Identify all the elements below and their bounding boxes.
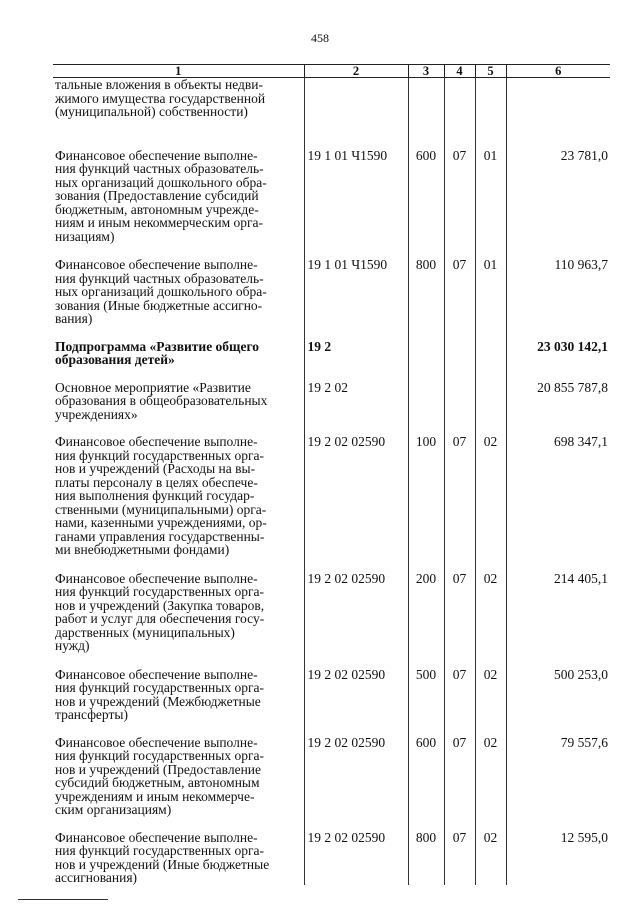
description-line: нов и учреждений (Межбюджетные xyxy=(55,693,261,709)
spacer-cell xyxy=(444,421,475,435)
spacer-cell xyxy=(506,326,610,340)
description-line: Финансовое обеспечение выполне- xyxy=(55,257,258,272)
spacer-cell xyxy=(444,367,475,381)
spacer-cell xyxy=(53,653,304,668)
row-code: 19 2 xyxy=(304,340,408,367)
row-description xyxy=(53,668,304,722)
row-expense-type: 800 xyxy=(408,831,444,885)
row-section xyxy=(444,381,475,422)
row-amount: 698 347,1 xyxy=(506,435,610,557)
spacer-cell xyxy=(475,421,506,435)
description-line: учреждениям и иным некоммерче- xyxy=(55,788,255,804)
row-section: 07 xyxy=(444,258,475,326)
description-line: Финансовое обеспечение выполне- xyxy=(55,734,258,750)
spacer-cell xyxy=(408,367,444,381)
table-row xyxy=(53,78,610,119)
row-amount: 500 253,0 xyxy=(506,668,610,722)
row-section: 07 xyxy=(444,831,475,885)
page-number: 458 xyxy=(311,31,329,45)
description-line: ния функций государственных орга- xyxy=(55,748,264,763)
spacer-cell xyxy=(475,653,506,668)
row-section: 07 xyxy=(444,668,475,722)
row-expense-type: 500 xyxy=(408,668,444,722)
spacer-cell xyxy=(304,119,408,149)
spacer-cell xyxy=(475,557,506,572)
row-subsection: 02 xyxy=(475,831,506,885)
row-subsection xyxy=(475,78,506,119)
spacer-cell xyxy=(506,722,610,736)
spacer-cell xyxy=(304,367,408,381)
spacer-cell xyxy=(444,653,475,668)
description-line: Финансовое обеспечение выполне- xyxy=(55,434,258,449)
row-description xyxy=(53,78,304,119)
row-expense-type: 200 xyxy=(408,572,444,653)
description-line: учреждениях» xyxy=(55,406,138,422)
table-row xyxy=(53,258,610,326)
table-row xyxy=(53,149,610,244)
table-row xyxy=(53,381,610,422)
spacer-cell xyxy=(53,817,304,831)
description-line: нов и учреждений (Предоставление xyxy=(55,761,262,777)
table-row xyxy=(53,340,610,367)
table-row xyxy=(53,435,610,557)
spacer-cell xyxy=(506,421,610,435)
spacer-cell xyxy=(475,817,506,831)
description-line: ским организациям) xyxy=(55,802,172,817)
description-line: ния функций государственных орга- xyxy=(55,447,264,463)
description-line: ния функций частных образователь- xyxy=(55,161,264,176)
description-line: Финансовое обеспечение выполне- xyxy=(55,666,258,682)
footnote-divider xyxy=(18,899,108,900)
description-line: нов и учреждений (Закупка товаров, xyxy=(55,597,265,613)
description-line: нов и учреждений (Иные бюджетные xyxy=(55,856,270,872)
table-row xyxy=(53,831,610,885)
row-section: 07 xyxy=(444,572,475,653)
description-line: нужд) xyxy=(55,638,90,653)
row-description xyxy=(53,572,304,653)
description-line: трансферты) xyxy=(55,707,128,722)
spacer-cell xyxy=(53,326,304,340)
row-description xyxy=(53,340,304,367)
table-body xyxy=(53,78,610,885)
row-spacer xyxy=(53,817,610,831)
spacer-cell xyxy=(475,326,506,340)
row-subsection xyxy=(475,381,506,422)
row-spacer xyxy=(53,722,610,736)
row-expense-type xyxy=(408,340,444,367)
row-code: 19 2 02 02590 xyxy=(304,668,408,722)
description-line: Финансовое обеспечение выполне- xyxy=(55,570,258,586)
spacer-cell xyxy=(408,421,444,435)
spacer-cell xyxy=(444,243,475,258)
description-line: Финансовое обеспечение выполне- xyxy=(55,829,258,845)
spacer-cell xyxy=(408,326,444,340)
spacer-cell xyxy=(304,557,408,572)
header-row xyxy=(53,65,610,78)
spacer-cell xyxy=(53,557,304,572)
spacer-cell xyxy=(408,119,444,149)
row-expense-type xyxy=(408,381,444,422)
row-subsection xyxy=(475,340,506,367)
spacer-cell xyxy=(506,557,610,572)
row-description xyxy=(53,258,304,326)
row-description xyxy=(53,149,304,244)
row-amount: 79 557,6 xyxy=(506,736,610,817)
row-subsection: 01 xyxy=(475,149,506,244)
table-row xyxy=(53,572,610,653)
row-code: 19 1 01 Ч1590 xyxy=(304,258,408,326)
spacer-cell xyxy=(444,119,475,149)
row-code: 19 2 02 xyxy=(304,381,408,422)
spacer-cell xyxy=(506,367,610,381)
row-description xyxy=(53,831,304,885)
row-code: 19 2 02 02590 xyxy=(304,572,408,653)
header-col-6: 6 xyxy=(506,65,610,78)
description-line: нами, казенными учреждениями, ор- xyxy=(55,515,267,530)
spacer-cell xyxy=(475,722,506,736)
header-col-2: 2 xyxy=(304,65,408,78)
description-line: ния выполнения функций государ- xyxy=(55,488,255,503)
description-line: Подпрограмма «Развитие общего xyxy=(55,338,259,354)
spacer-cell xyxy=(408,653,444,668)
description-line: ния функций государственных орга- xyxy=(55,584,264,599)
description-line: низациям) xyxy=(55,228,115,244)
spacer-cell xyxy=(506,653,610,668)
row-amount: 23 030 142,1 xyxy=(506,340,610,367)
description-line: нов и учреждений (Расходы на вы- xyxy=(55,461,256,476)
row-spacer xyxy=(53,243,610,258)
spacer-cell xyxy=(475,243,506,258)
header-col-1: 1 xyxy=(53,65,304,78)
row-code: 19 2 02 02590 xyxy=(304,736,408,817)
row-expense-type xyxy=(408,78,444,119)
row-spacer xyxy=(53,653,610,668)
description-line: образования детей» xyxy=(55,352,175,367)
spacer-cell xyxy=(304,243,408,258)
description-line: работ и услуг для обеспечения госу- xyxy=(55,611,265,626)
spacer-cell xyxy=(444,817,475,831)
spacer-cell xyxy=(304,326,408,340)
description-line: зования (Предоставление субсидий xyxy=(55,188,259,203)
spacer-cell xyxy=(408,243,444,258)
description-line: Финансовое обеспечение выполне- xyxy=(55,147,258,163)
row-amount: 23 781,0 xyxy=(506,149,610,244)
row-spacer xyxy=(53,119,610,149)
row-code: 19 2 02 02590 xyxy=(304,831,408,885)
description-line: ния функций частных образователь- xyxy=(55,270,264,286)
spacer-cell xyxy=(304,817,408,831)
row-amount: 12 595,0 xyxy=(506,831,610,885)
row-section: 07 xyxy=(444,736,475,817)
description-line: зования (Иные бюджетные ассигно- xyxy=(55,297,263,313)
row-description xyxy=(53,435,304,557)
row-description xyxy=(53,736,304,817)
description-line: ния функций государственных орга- xyxy=(55,680,264,695)
row-subsection: 02 xyxy=(475,736,506,817)
row-expense-type: 800 xyxy=(408,258,444,326)
row-code: 19 1 01 Ч1590 xyxy=(304,149,408,244)
description-line: ниям и иным некоммерческим орга- xyxy=(55,215,264,230)
spacer-cell xyxy=(304,653,408,668)
description-line: образования в общеобразовательных xyxy=(55,393,268,408)
row-expense-type: 600 xyxy=(408,149,444,244)
spacer-cell xyxy=(408,722,444,736)
row-amount: 20 855 787,8 xyxy=(506,381,610,422)
description-line: ганами управления государственны- xyxy=(55,528,265,544)
row-spacer xyxy=(53,326,610,340)
spacer-cell xyxy=(408,817,444,831)
spacer-cell xyxy=(506,243,610,258)
spacer-cell xyxy=(53,722,304,736)
description-line: ния функций государственных орга- xyxy=(55,843,264,858)
row-expense-type: 100 xyxy=(408,435,444,557)
row-section: 07 xyxy=(444,149,475,244)
spacer-cell xyxy=(408,557,444,572)
description-line: платы персоналу в целях обеспече- xyxy=(55,474,258,490)
row-spacer xyxy=(53,557,610,572)
description-line: ми внебюджетными фондами) xyxy=(55,542,230,557)
row-amount: 214 405,1 xyxy=(506,572,610,653)
spacer-cell xyxy=(444,557,475,572)
description-line: субсидий бюджетным, автономным xyxy=(55,775,260,790)
row-subsection: 02 xyxy=(475,572,506,653)
description-line: ассигнования) xyxy=(55,870,138,885)
description-line: вания) xyxy=(55,311,93,326)
row-subsection: 02 xyxy=(475,668,506,722)
row-amount: 110 963,7 xyxy=(506,258,610,326)
row-description xyxy=(53,381,304,422)
row-spacer xyxy=(53,421,610,435)
description-line: ных организаций дошкольного обра- xyxy=(55,284,267,299)
row-section xyxy=(444,78,475,119)
spacer-cell xyxy=(506,817,610,831)
spacer-cell xyxy=(304,421,408,435)
table-row xyxy=(53,668,610,722)
spacer-cell xyxy=(475,367,506,381)
description-line: ных организаций дошкольного обра- xyxy=(55,174,267,190)
description-line: дарственных (муниципальных) xyxy=(55,624,235,640)
spacer-cell xyxy=(53,243,304,258)
row-subsection: 01 xyxy=(475,258,506,326)
spacer-cell xyxy=(475,119,506,149)
row-code xyxy=(304,78,408,119)
description-line: жимого имущества государственной xyxy=(55,90,266,106)
spacer-cell xyxy=(506,119,610,149)
row-subsection: 02 xyxy=(475,435,506,557)
description-line: бюджетным, автономным учрежде- xyxy=(55,201,259,217)
header-col-3: 3 xyxy=(408,65,444,78)
row-code: 19 2 02 02590 xyxy=(304,435,408,557)
spacer-cell xyxy=(53,119,304,149)
budget-table xyxy=(53,64,610,885)
spacer-cell xyxy=(444,326,475,340)
spacer-cell xyxy=(304,722,408,736)
description-line: Основное мероприятие «Развитие xyxy=(55,379,251,395)
table-row xyxy=(53,736,610,817)
description-line: тальные вложения в объекты недви- xyxy=(55,77,263,92)
description-line: (муниципальной) собственности) xyxy=(55,104,248,119)
header-col-4: 4 xyxy=(444,65,475,78)
spacer-cell xyxy=(53,421,304,435)
header-col-5: 5 xyxy=(475,65,506,78)
spacer-cell xyxy=(444,722,475,736)
row-expense-type: 600 xyxy=(408,736,444,817)
row-section: 07 xyxy=(444,435,475,557)
row-amount xyxy=(506,78,610,119)
spacer-cell xyxy=(53,367,304,381)
description-line: ственными (муниципальными) орга- xyxy=(55,501,267,517)
row-section xyxy=(444,340,475,367)
row-spacer xyxy=(53,367,610,381)
